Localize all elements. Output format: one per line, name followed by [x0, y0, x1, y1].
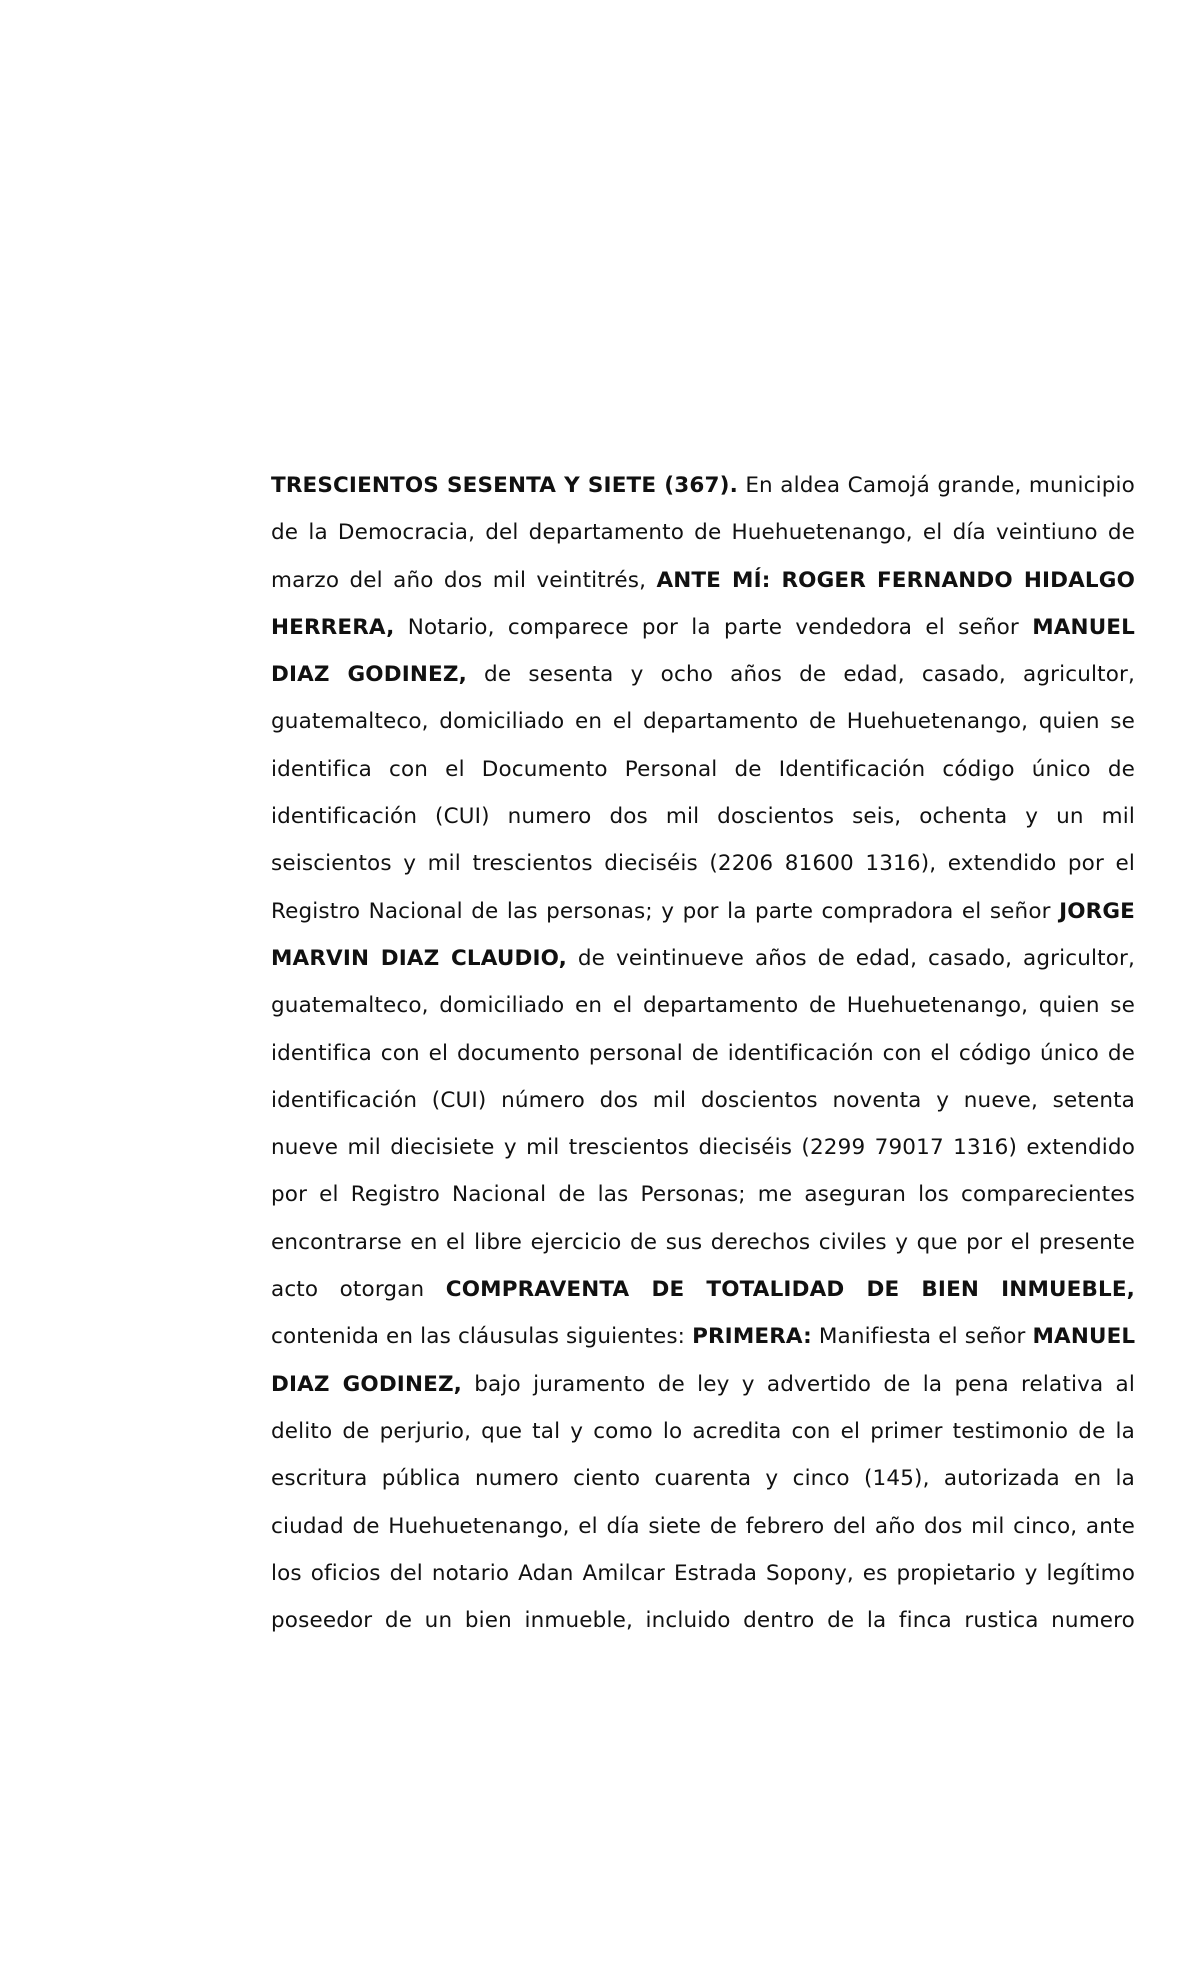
text-run: identificación (CUI) número dos mil doscientos noventa y nueve, setenta: [271, 1087, 1135, 1113]
text-line: [271, 1550, 1135, 1597]
bold-text-run: DIAZ GODINEZ,: [271, 1371, 462, 1397]
text-line: [271, 1219, 1135, 1266]
text-line: [271, 982, 1135, 1029]
text-line: [271, 1124, 1135, 1171]
deed-body-text: [271, 462, 1135, 1644]
text-line: [271, 698, 1135, 745]
bold-text-run: JORGE: [1059, 898, 1135, 924]
text-line: [271, 888, 1135, 935]
bold-text-run: COMPRAVENTA DE TOTALIDAD DE BIEN INMUEBLE,: [445, 1277, 1135, 1303]
text-line: [271, 1030, 1135, 1077]
text-line: [271, 1597, 1135, 1644]
text-line: [271, 1171, 1135, 1218]
text-line: [271, 1455, 1135, 1502]
bold-text-run: HERRERA,: [271, 614, 395, 640]
text-run: acto otorgan: [271, 1277, 446, 1303]
text-line: [271, 1361, 1135, 1408]
text-line: [271, 840, 1135, 887]
bold-text-run: MANUEL: [1032, 614, 1135, 640]
text-run: los oficios del notario Adan Amilcar Estrada Sopony, es propietario y legítimo: [271, 1560, 1135, 1586]
text-line: [271, 746, 1135, 793]
text-run: guatemalteco, domiciliado en el departamento de Huehuetenango, quien se: [271, 993, 1135, 1019]
text-run: Notario, comparece por la parte vendedora el señor: [394, 614, 1033, 640]
text-line: [271, 651, 1135, 698]
bold-text-run: TRESCIENTOS SESENTA Y SIETE (367).: [271, 473, 738, 498]
bold-text-run: ANTE MÍ: ROGER FERNANDO HIDALGO: [656, 567, 1135, 593]
text-line: [271, 1077, 1135, 1124]
text-line: [271, 1313, 1135, 1360]
text-run: En aldea Camojá grande, municipio: [737, 473, 1135, 498]
text-run: bajo juramento de ley y advertido de la pena relativa al: [462, 1371, 1135, 1397]
text-run: nueve mil diecisiete y mil trescientos dieciséis (2299 79017 1316) extendido: [271, 1135, 1135, 1161]
text-run: Manifiesta el señor: [811, 1324, 1033, 1350]
text-run: Registro Nacional de las personas; y por la parte compradora el señor: [271, 898, 1060, 924]
text-line: [271, 509, 1135, 556]
text-run: de la Democracia, del departamento de Huehuetenango, el día veintiuno de: [271, 520, 1135, 546]
bold-text-run: MARVIN DIAZ CLAUDIO,: [271, 945, 567, 971]
text-line: [271, 604, 1135, 651]
text-run: marzo del año dos mil veintitrés,: [271, 567, 657, 593]
text-run: de sesenta y ocho años de edad, casado, agricultor,: [466, 662, 1135, 688]
text-line: [271, 1266, 1135, 1313]
bold-text-run: MANUEL: [1032, 1324, 1135, 1350]
text-run: de veintinueve años de edad, casado, agricultor,: [566, 945, 1135, 971]
text-run: encontrarse en el libre ejercicio de sus derechos civiles y que por el presente: [271, 1229, 1135, 1255]
text-line: [271, 935, 1135, 982]
text-run: poseedor de un bien inmueble, incluido dentro de la finca rustica numero: [271, 1608, 1135, 1634]
text-line: [271, 1408, 1135, 1455]
text-run: seiscientos y mil trescientos dieciséis (2206 81600 1316), extendido por el: [271, 851, 1135, 877]
text-run: identifica con el documento personal de identificación con el código único de: [271, 1040, 1135, 1066]
text-run: identifica con el Documento Personal de Identificación código único de: [271, 756, 1135, 782]
text-run: delito de perjurio, que tal y como lo acredita con el primer testimonio de la: [271, 1418, 1135, 1444]
text-line: [271, 557, 1135, 604]
text-run: contenida en las cláusulas siguientes:: [271, 1324, 693, 1350]
text-run: por el Registro Nacional de las Personas; me aseguran los comparecientes: [271, 1182, 1135, 1208]
text-line: [271, 462, 1135, 509]
bold-text-run: DIAZ GODINEZ,: [271, 662, 467, 688]
text-line: [271, 1503, 1135, 1550]
text-run: guatemalteco, domiciliado en el departamento de Huehuetenango, quien se: [271, 709, 1135, 735]
bold-text-run: PRIMERA:: [692, 1324, 812, 1350]
text-run: escritura pública numero ciento cuarenta y cinco (145), autorizada en la: [271, 1466, 1135, 1492]
text-run: identificación (CUI) numero dos mil doscientos seis, ochenta y un mil: [271, 804, 1135, 830]
text-line: [271, 793, 1135, 840]
text-run: ciudad de Huehuetenango, el día siete de febrero del año dos mil cinco, ante: [271, 1513, 1135, 1539]
